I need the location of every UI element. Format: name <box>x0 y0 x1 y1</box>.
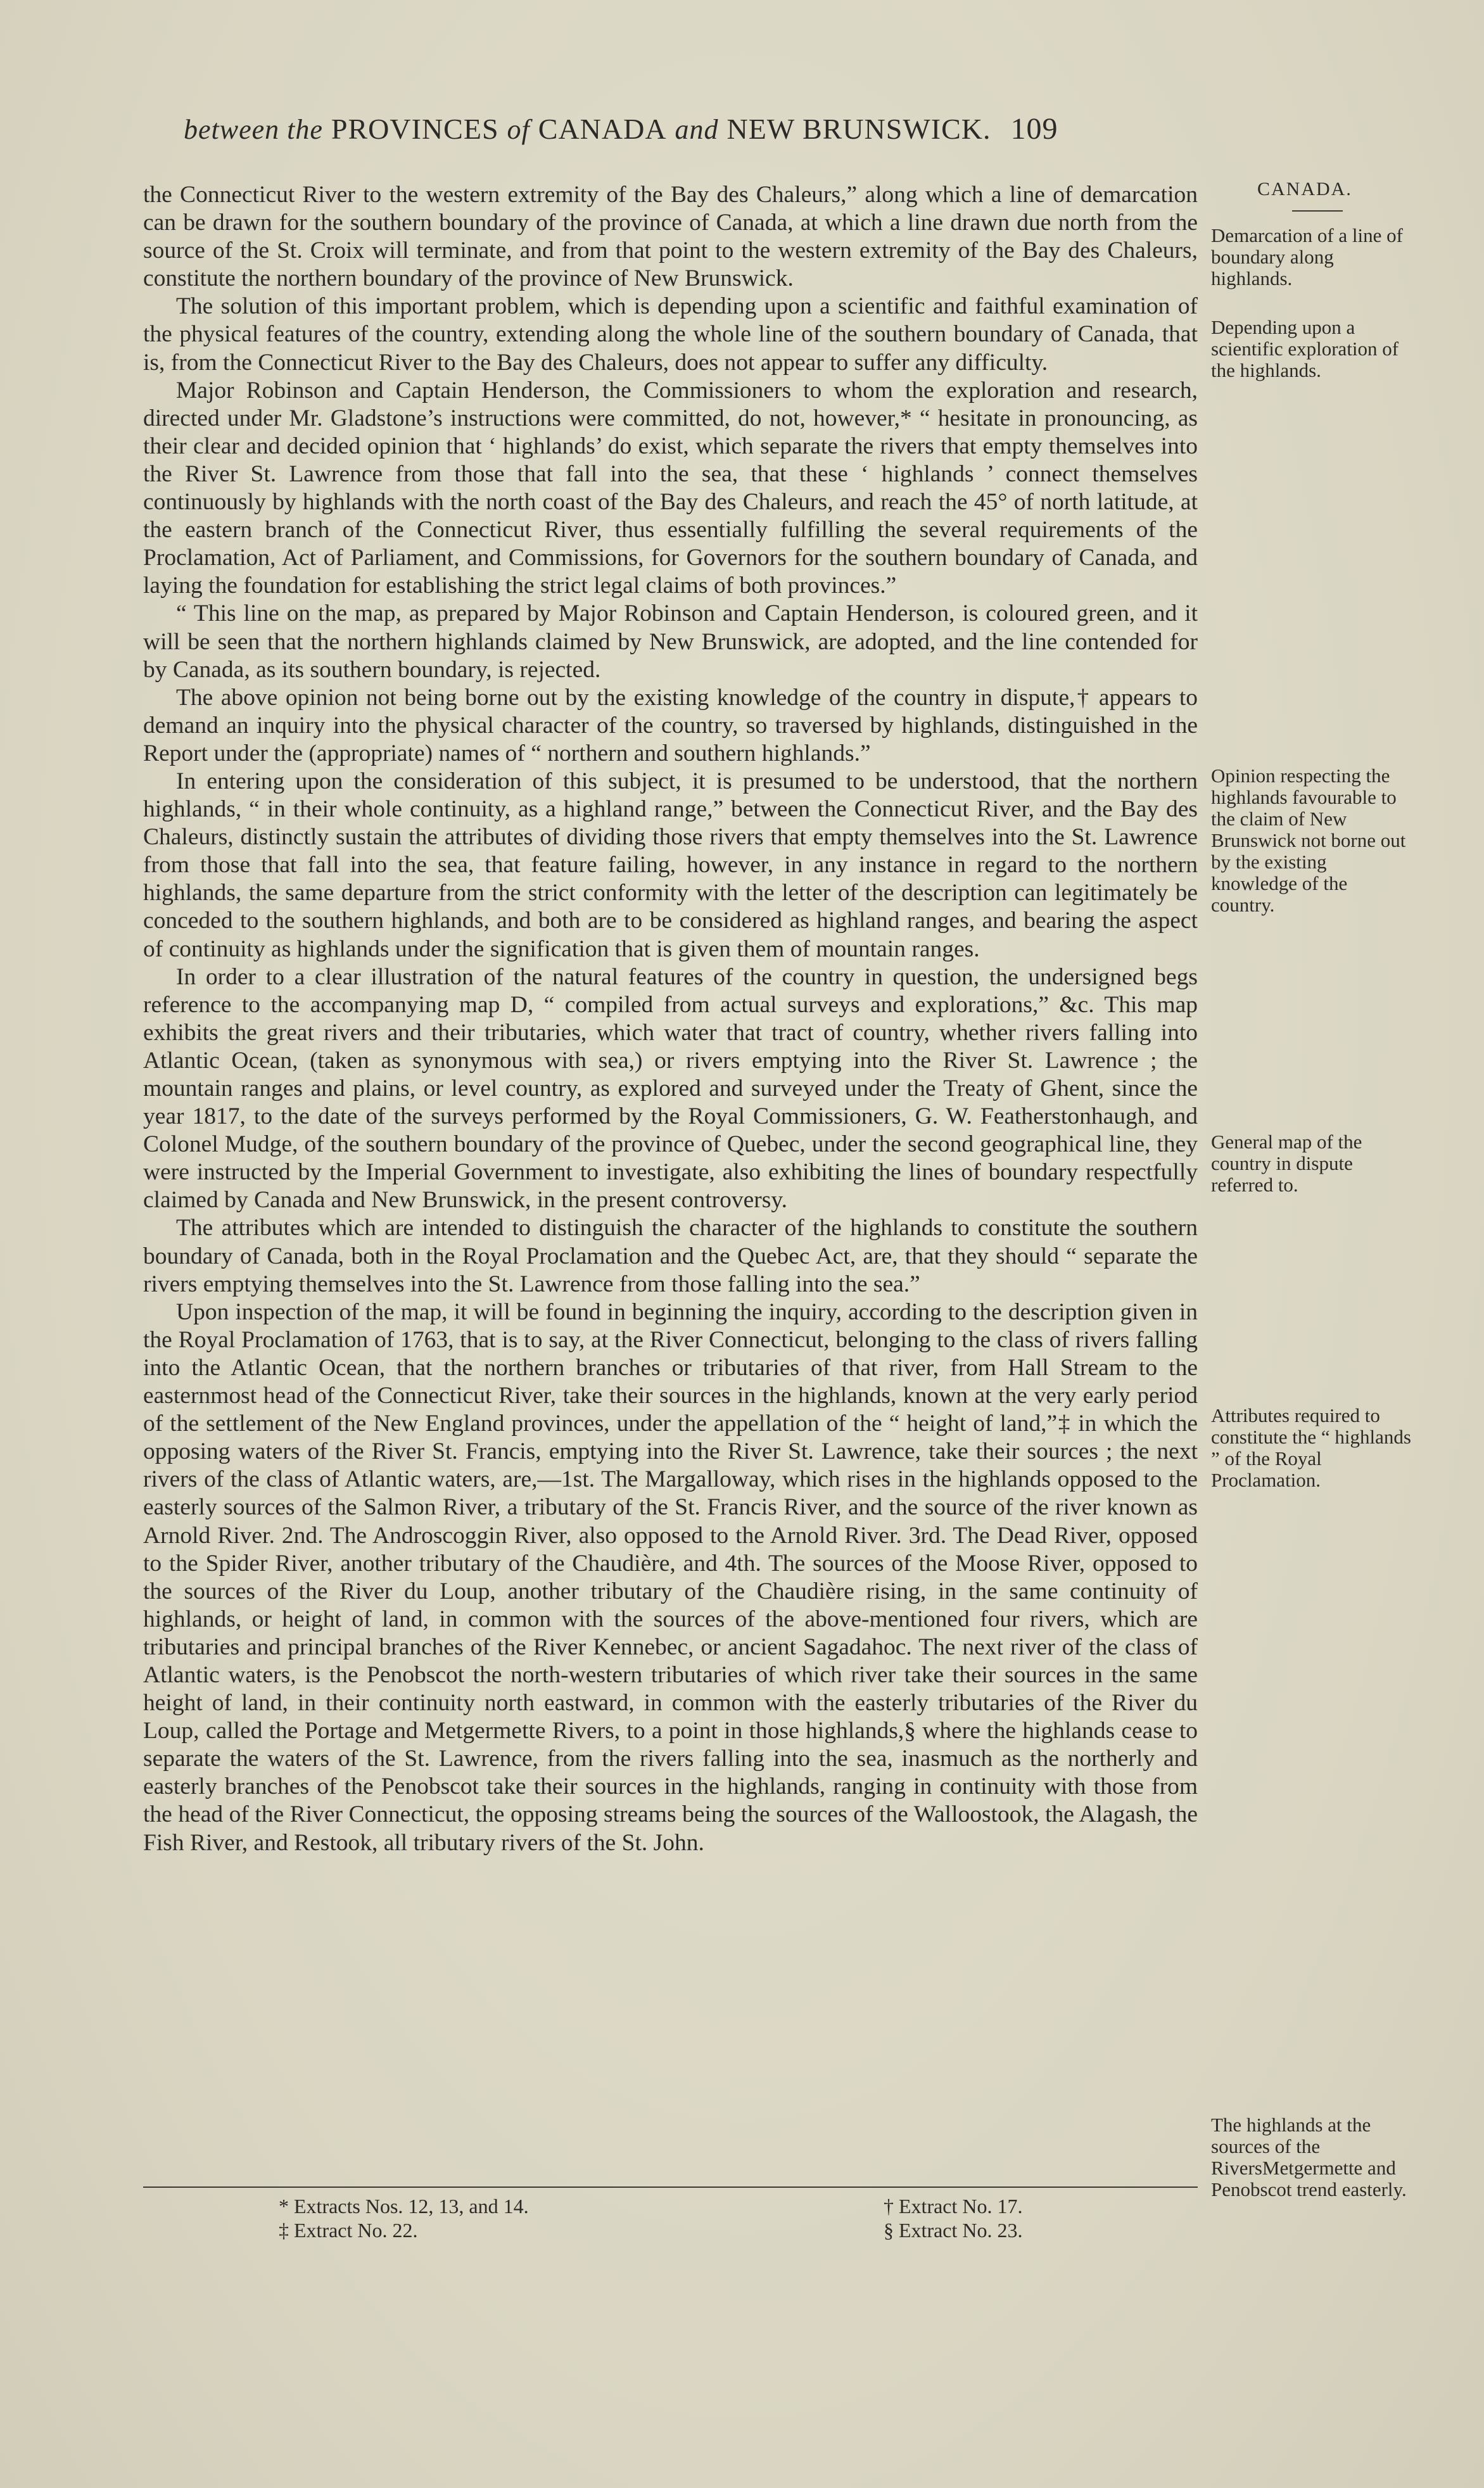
sidenote-opinion: Opinion respecting the highlands favourable to the claim of New Brunswick not borne out by the existing knowledge of the country. <box>1211 765 1406 916</box>
header-of: of <box>507 114 530 145</box>
sidenote-general-map: General map of the country in dispute referred to. <box>1211 1131 1362 1196</box>
running-header <box>184 111 1197 146</box>
paragraph: In order to a clear illustration of the natural features of the country in question, the undersigned begs reference to the accompanying map D, “ compiled from actual surveys and explorations,” &c. This map exhibits the great rivers and their tributaries, which water that tract of country, whether rivers falling into Atlantic Ocean, (taken as synonymous with sea,) or rivers emptying into the River St. Lawrence ; the mountain ranges and plains, or level country, as explored and surveyed under the Treaty of Ghent, since the year 1817, to the date of the surveys performed by the Royal Commissioners, G. W. Featherstonhaugh, and Colonel Mudge, of the southern boundary of the province of Quebec, under the second geographical line, they were instructed by the Imperial Government to investigate, also exhibiting the lines of boundary respectfully claimed by Canada and New Brunswick, in the present controversy. <box>143 963 1198 1214</box>
paragraph: The above opinion not being borne out by the existing knowledge of the country in dispute,† appears to demand an inquiry into the physical character of the country, so traversed by highlands, distinguished in the Report under the (appropriate) names of “ northern and southern highlands.” <box>143 684 1198 766</box>
paragraph: Major Robinson and Captain Henderson, the Commissioners to whom the exploration and research, directed under Mr. Gladstone’s instructions were committed, do not, however,* “ hesitate in pronouncing, as their clear and decided opinion that ‘ highlands’ do exist, which separate the rivers that empty themselves into the River St. Lawrence from those that fall into the sea, that these ‘ highlands ’ connect themselves continuously by highlands with the north coast of the Bay des Chaleurs, and reach the 45° of north latitude, at the eastern branch of the Connecticut River, thus essentially fulfilling the several requirements of the Proclamation, Act of Parliament, and Commissions, for Governors for the southern boundary of Canada, and laying the foundation for establishing the strict legal claims of both provinces.” <box>143 377 1198 599</box>
sidenote-heading: CANADA. <box>1257 179 1352 200</box>
paragraph: the Connecticut River to the western extremity of the Bay des Chaleurs,” along which a line of demarcation can be drawn for the southern boundary of the province of Canada, at which a line drawn due north from the source of the St. Croix will terminate, and from that point to the western extremity of the Bay des Chaleurs, constitute the northern boundary of the province of New Brunswick. <box>143 182 1198 292</box>
sidenote-attributes: Attributes required to constitute the “ highlands ” of the Royal Proclamation. <box>1211 1404 1411 1491</box>
body-text <box>143 181 1198 1857</box>
page-number: 109 <box>1010 112 1058 146</box>
paragraph: The attributes which are intended to distinguish the character of the highlands to constitute the southern boundary of Canada, both in the Royal Proclamation and the Quebec Act, are, that they should “ separate the rivers emptying themselves into the St. Lawrence from those falling into the sea.” <box>143 1215 1198 1297</box>
header-new-brunswick: NEW BRUNSWICK. <box>726 113 991 145</box>
header-and: and <box>675 114 719 145</box>
header-canada: CANADA <box>538 113 667 145</box>
paragraph: The solution of this important problem, which is depending upon a scientific and faithful examination of the physical features of the country, extending along the whole line of the southern boundary of Canada, that is, from the Connecticut River to the Bay des Chaleurs, does not appear to suffer any difficulty. <box>143 293 1198 376</box>
sidenote-divider <box>1292 210 1343 212</box>
sidenote-scientific-exploration: Depending upon a scientific exploration of the highlands. <box>1211 316 1399 381</box>
footnote-divider <box>143 2187 1198 2188</box>
header-between-the: between the <box>184 114 323 145</box>
sidenote-demarcation: Demarcation of a line of boundary along highlands. <box>1211 224 1403 289</box>
paragraph: “ This line on the map, as prepared by Major Robinson and Captain Henderson, is coloured green, and it will be seen that the northern highlands claimed by New Brunswick, are adopted, and the line contended for by Canada, as its southern boundary, is rejected. <box>143 600 1198 683</box>
footnote: § Extract No. 23. <box>884 2219 1023 2242</box>
paragraph: In entering upon the consideration of this subject, it is presumed to be understood, that the northern highlands, “ in their whole continuity, as a highland range,” between the Connecticut River, and the Bay des Chaleurs, distinctly sustain the attributes of dividing those rivers that empty themselves into the St. Lawrence from those that fall into the sea, that feature failing, however, in any instance in regard to the northern highlands, the same departure from the strict conformity with the letter of the description can legitimately be conceded to the southern highlands, and both are to be considered as highland ranges, and bearing the aspect of continuity as highlands under the signification that is given them of mountain ranges. <box>143 768 1198 962</box>
footnote: * Extracts Nos. 12, 13, and 14. <box>279 2195 529 2218</box>
sidenote-highlands-trend: The highlands at the sources of the RiversMetgermette and Penobscot trend easterly. <box>1211 2114 1407 2200</box>
footnote: ‡ Extract No. 22. <box>279 2219 418 2242</box>
paragraph: Upon inspection of the map, it will be found in beginning the inquiry, according to the description given in the Royal Proclamation of 1763, that is to say, at the River Connecticut, belonging to the class of rivers falling into the Atlantic Ocean, that the northern branches or tributaries of that river, from Hall Stream to the easternmost head of the Connecticut River, take their sources in the highlands, known at the very early period of the settlement of the New England provinces, under the appellation of the “ height of land,”‡ in which the opposing waters of the River St. Francis, emptying into the River St. Lawrence, take their sources ; the next rivers of the class of Atlantic waters, are,—1st. The Margalloway, which rises in the highlands opposed to the easterly sources of the Salmon River, a tributary of the St. Francis River, and the source of the river known as Arnold River. 2nd. The Androscoggin River, also opposed to the Arnold River. 3rd. The Dead River, opposed to the Spider River, another tributary of the Chaudière, and 4th. The sources of the Moose River, opposed to the sources of the River du Loup, another tributary of the Chaudière rising, in the same continuity of highlands, or height of land, in common with the sources of the above-mentioned four rivers, which are tributaries and principal branches of the River Kennebec, or ancient Sagadahoc. The next river of the class of Atlantic waters, is the Penobscot the north-western tributaries of which river take their sources in the same height of land, in their continuity north eastward, in common with the easterly tributaries of the River du Loup, called the Portage and Metgermette Rivers, to a point in those highlands,§ where the highlands cease to separate the waters of the St. Lawrence, from the rivers falling into the sea, inasmuch as the northerly and easterly branches of the Penobscot take their sources in the highlands, ranging in continuity with those from the head of the River Connecticut, the opposing streams being the sources of the Walloostook, the Alagash, the Fish River, and Restook, all tributary rivers of the St. John. <box>143 1298 1198 1856</box>
header-provinces: PROVINCES <box>331 113 499 145</box>
footnote: † Extract No. 17. <box>884 2195 1023 2218</box>
